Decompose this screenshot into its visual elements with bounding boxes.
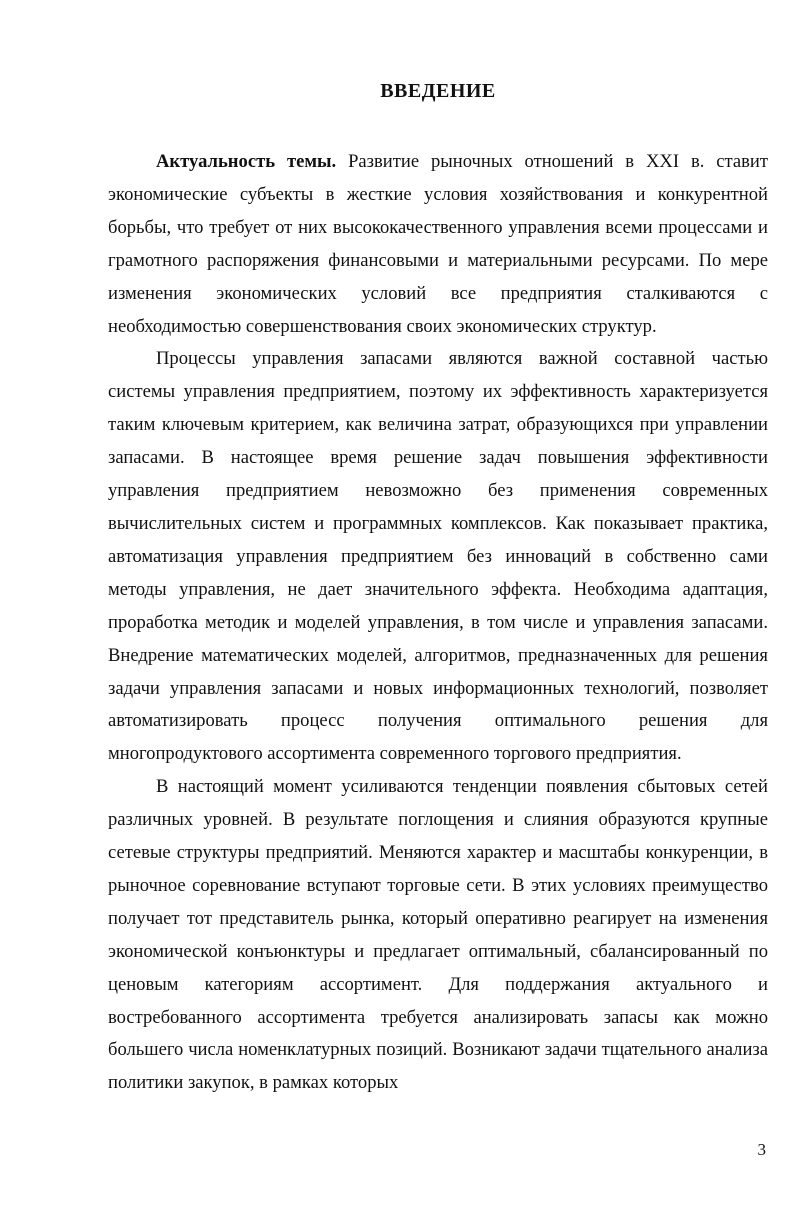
paragraph-sales-networks: В настоящий момент усиливаются тенденции появления сбытовых сетей различных уровней. В результате поглощения и слияния образуются крупные сетевые структуры предприятий. Меняются характер и масштабы конкуренции, в рыночное соревнование вступают торговые сети. В этих условиях преимущество получает тот представитель рынка, который оперативно реагирует на изменения экономической конъюнктуры и предлагает оптимальный, сбалансированный по ценовым категориям ассортимент. Для поддержания актуального и востребованного ассортимента требуется анализировать запасы как можно большего числа номенклатурных позиций. Возникают задачи тщательного анализа политики закупок, в рамках которых (108, 776, 768, 1094)
paragraph-relevance (108, 146, 768, 343)
section-title: ВВЕДЕНИЕ (380, 80, 496, 102)
paragraph-lead: Актуальность темы. (156, 151, 337, 172)
paragraph-inventory-management: Процессы управления запасами являются важной составной частью системы управления предприятием, поэтому их эффективность характеризуется таким ключевым критерием, как величина затрат, образующихся при управлении запасами. В настоящее время решение задач повышения эффективности управления предприятием невозможно без применения современных вычислительных систем и программных комплексов. Как показывает практика, автоматизация управления предприятием без инноваций в собственно сами методы управления, не дает значительного эффекта. Необходима адаптация, проработка методик и моделей управления, в том числе и управления запасами. Внедрение математических моделей, алгоритмов, предназначенных для решения задачи управления запасами и новых информационных технологий, позволяет автоматизировать процесс получения оптимального решения для многопродуктового ассортимента современного торгового предприятия. (108, 348, 768, 765)
paragraph-text: Развитие рыночных отношений в XXI в. ставит экономические субъекты в жесткие условия хозяйствования и конкурентной борьбы, что требует от них высококачественного управления всеми процессами и грамотного распоряжения финансовыми и материальными ресурсами. По мере изменения экономических условий все предприятия сталкиваются с необходимостью совершенствования своих экономических структур. (108, 151, 769, 337)
body-text (108, 146, 768, 1100)
page-number: 3 (757, 1140, 766, 1159)
